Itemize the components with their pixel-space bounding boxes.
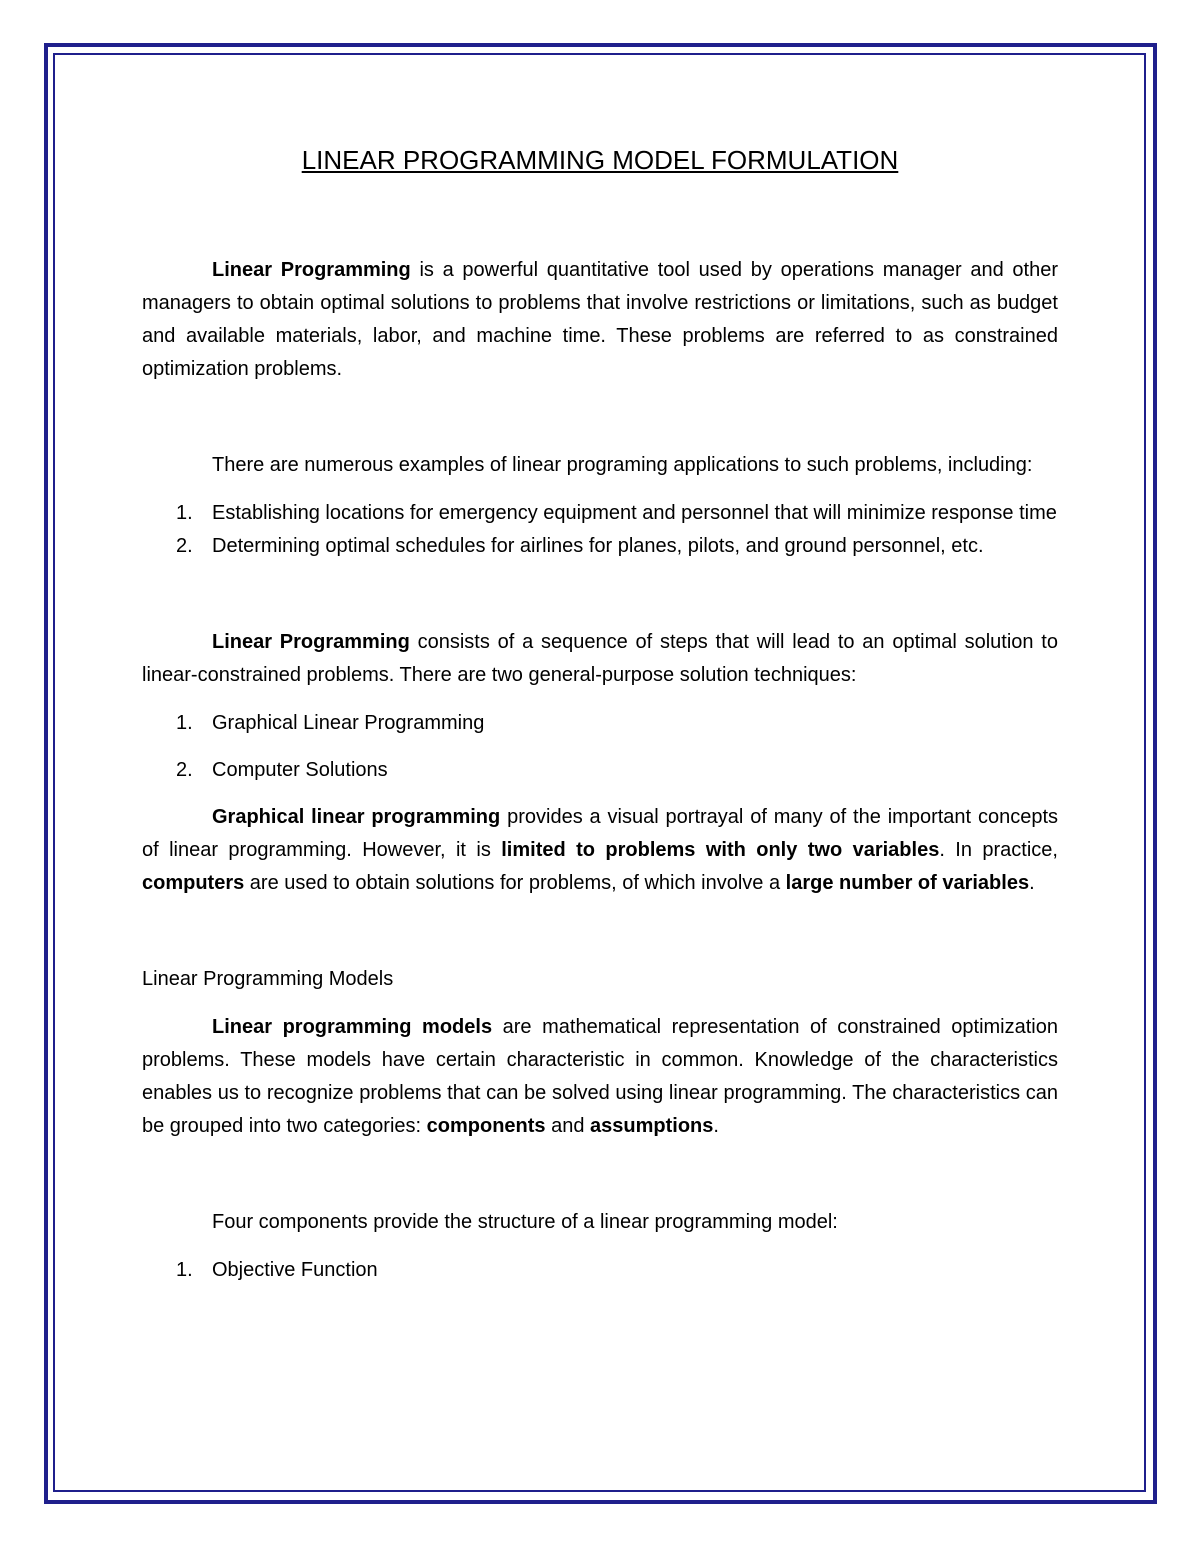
- examples-list: [142, 497, 1058, 563]
- list-item: [142, 707, 1058, 740]
- paragraph-examples-intro: There are numerous examples of linear programing applications to such problems, including:: [212, 454, 1033, 476]
- list-item: [142, 1254, 1058, 1287]
- techniques-list: [142, 707, 1058, 787]
- list-number: 2.: [176, 759, 193, 781]
- list-item-text: Establishing locations for emergency equipment and personnel that will minimize response time: [212, 502, 1057, 524]
- list-item-text: Determining optimal schedules for airlines for planes, pilots, and ground personnel, etc.: [212, 535, 984, 557]
- list-number: 1.: [176, 1259, 193, 1281]
- bold-phrase: assumptions: [590, 1115, 714, 1137]
- paragraph-graphical-lp: [142, 801, 1058, 900]
- paragraph-text: are mathematical representation of constrained optimization problems. These models have certain characteristic in common. Knowledge of the characteristics enables us to recognize problems that can be solved using linear programming. The characteristics can be grouped into two categories:: [142, 1016, 1058, 1137]
- paragraph-text: .: [1029, 872, 1035, 894]
- document-title: LINEAR PROGRAMMING MODEL FORMULATION: [301, 145, 899, 175]
- list-item: [142, 497, 1058, 530]
- list-item-text: Computer Solutions: [212, 759, 388, 781]
- paragraph-lp-definition: [142, 254, 1058, 386]
- bold-term: Linear Programming: [212, 631, 410, 653]
- bold-term: Linear Programming: [212, 259, 411, 281]
- paragraph-text: .: [713, 1115, 719, 1137]
- paragraph-components-intro: Four components provide the structure of a linear programming model:: [212, 1211, 838, 1233]
- bold-phrase: components: [426, 1115, 546, 1137]
- paragraph-text: consists of a sequence of steps that will lead to an optimal solution to linear-constrained problems. There are two general-purpose solution techniques:: [142, 631, 1058, 686]
- paragraph-text: provides a visual portrayal of many of the important concepts of linear programming. However, it is: [142, 806, 1058, 861]
- list-item: [142, 530, 1058, 563]
- paragraph-text: is a powerful quantitative tool used by operations manager and other managers to obtain optimal solutions to problems that involve restrictions or limitations, such as budget and available materials, labor, and machine time. These problems are referred to as constrained optimization problems.: [142, 259, 1058, 380]
- paragraph-text: are used to obtain solutions for problems, of which involve a: [244, 872, 786, 894]
- list-item: [142, 754, 1058, 787]
- paragraph-lp-models: [142, 1011, 1058, 1143]
- list-number: 1.: [176, 712, 193, 734]
- list-item-text: Graphical Linear Programming: [212, 712, 485, 734]
- bold-phrase: large number of variables: [785, 872, 1030, 894]
- list-item-text: Objective Function: [212, 1259, 378, 1281]
- section-subheading: Linear Programming Models: [142, 968, 394, 990]
- paragraph-lp-steps: [142, 626, 1058, 692]
- list-number: 2.: [176, 535, 193, 557]
- bold-phrase: computers: [142, 872, 245, 894]
- bold-phrase: limited to problems with only two variables: [501, 839, 940, 861]
- document-body: [142, 140, 1058, 1287]
- bold-term: Linear programming models: [212, 1016, 493, 1038]
- paragraph-text: and: [545, 1115, 591, 1137]
- list-number: 1.: [176, 502, 193, 524]
- components-list: [142, 1254, 1058, 1287]
- paragraph-text: . In practice,: [939, 839, 1058, 861]
- bold-term: Graphical linear programming: [212, 806, 501, 828]
